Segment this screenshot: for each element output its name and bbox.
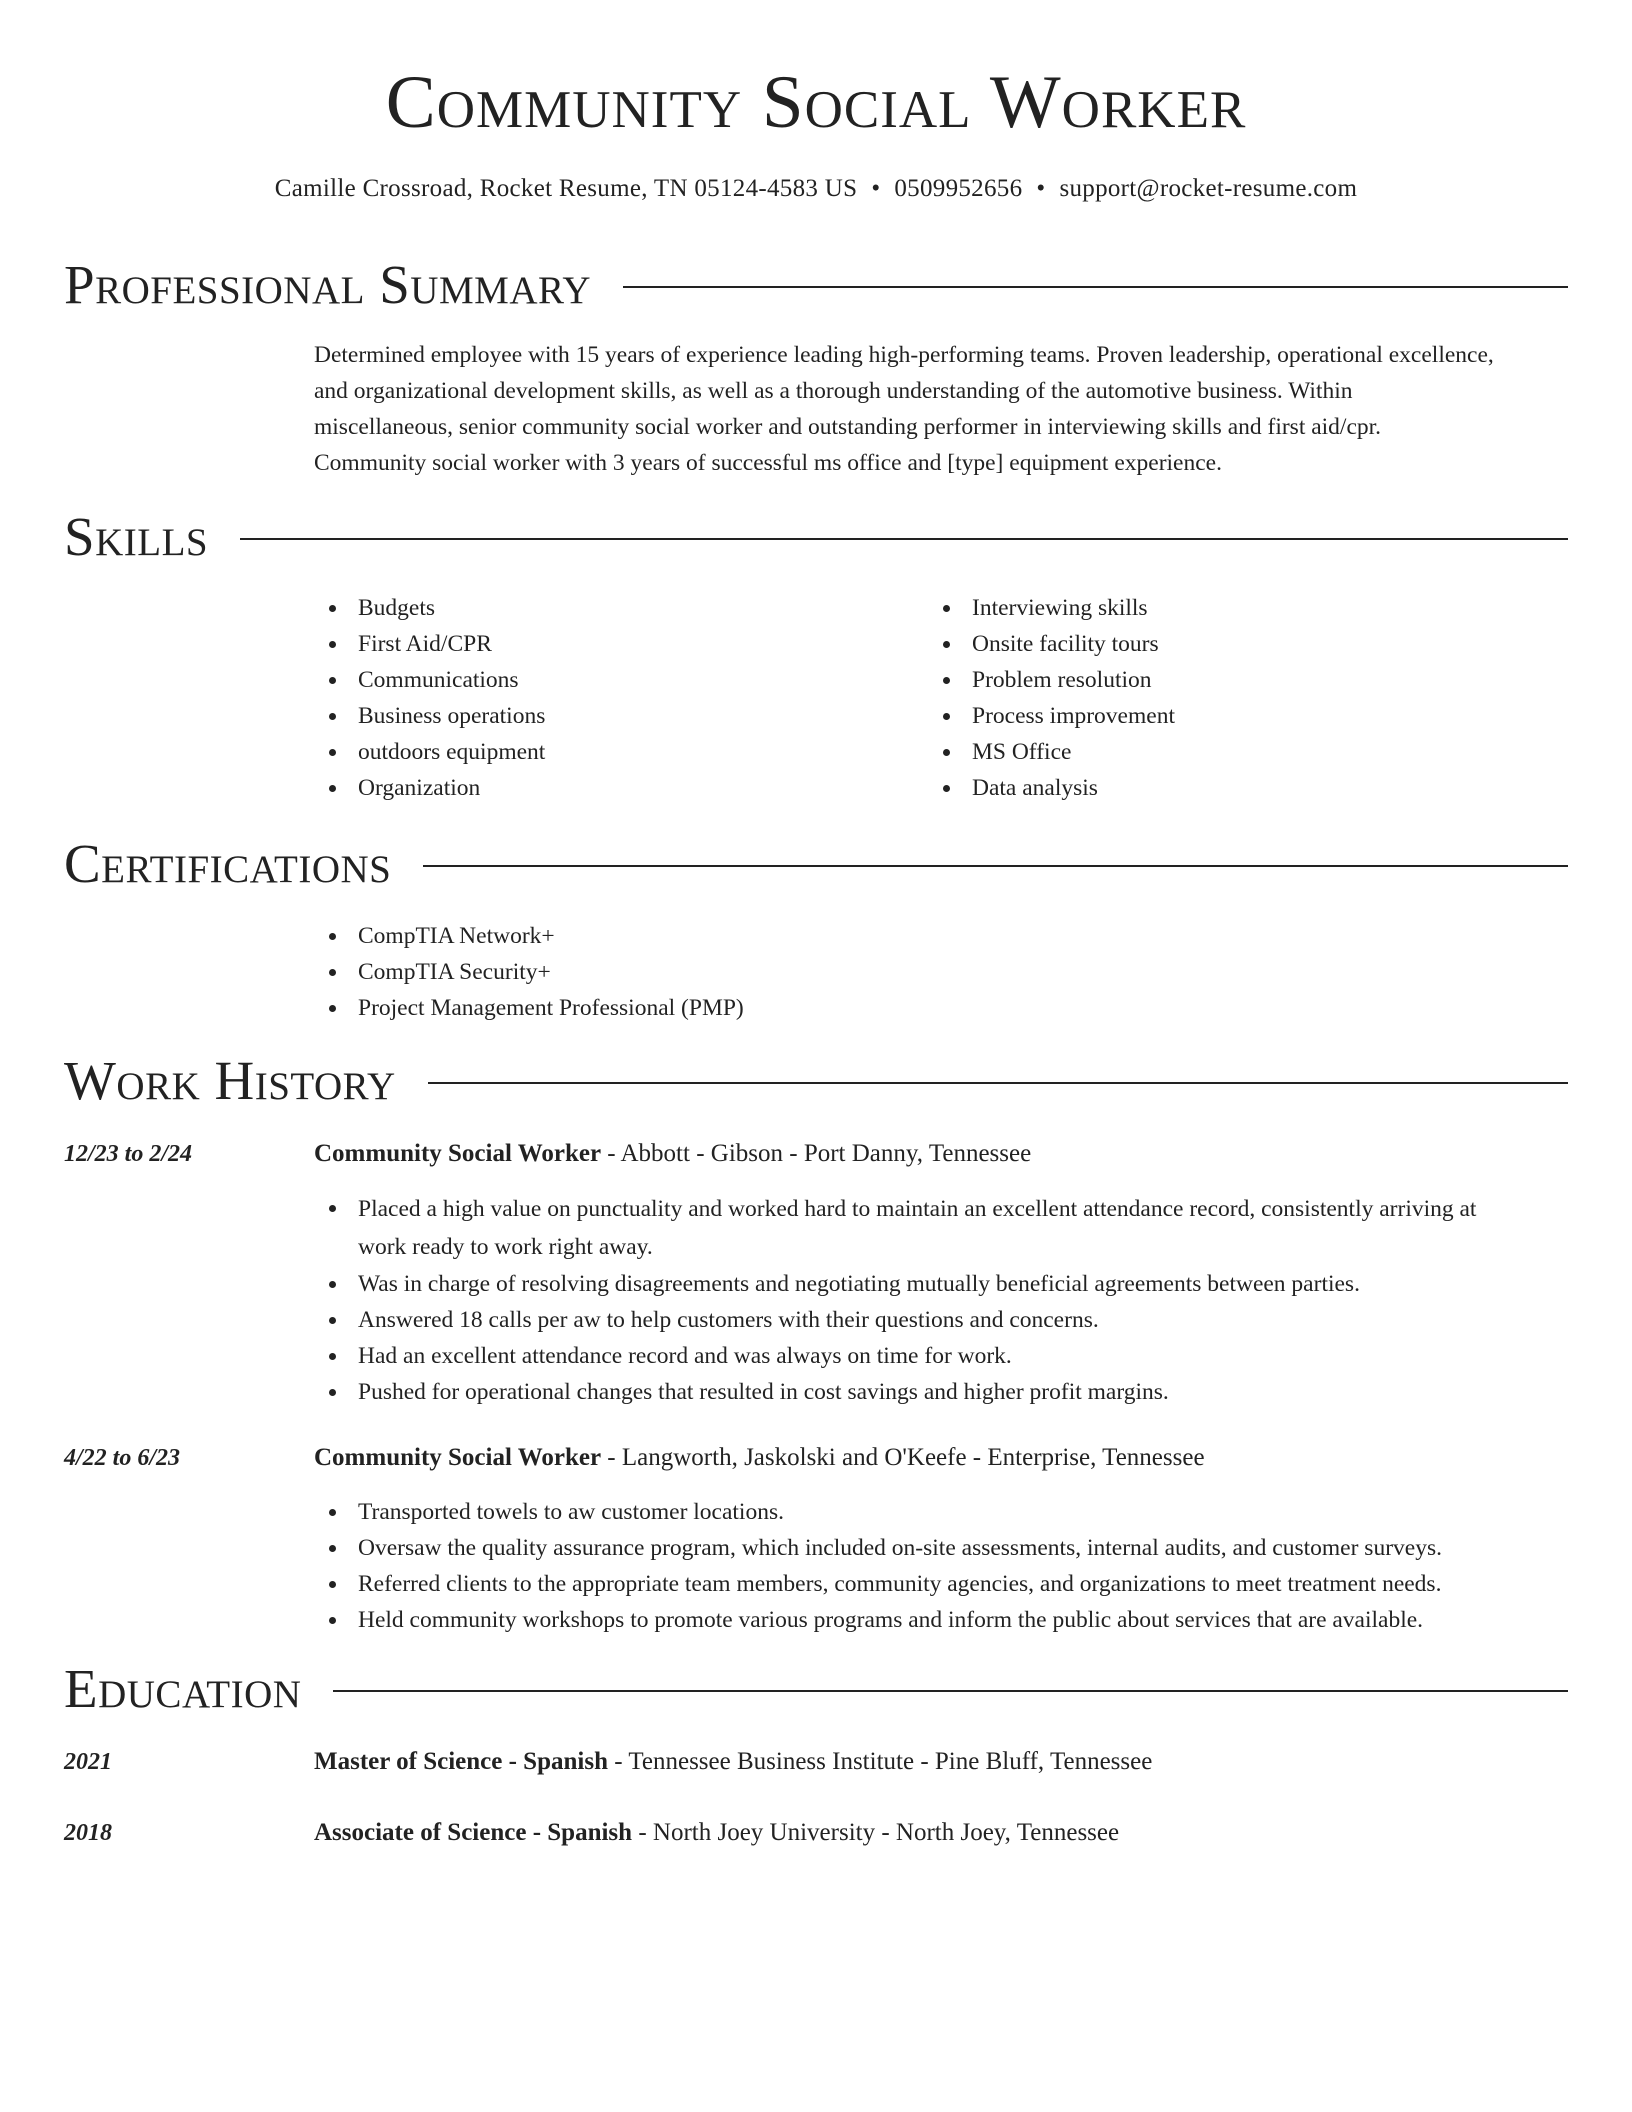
summary-line: Determined employee with 15 years of experience leading high-performing teams. Proven leadership, operational excellence, (314, 342, 1494, 368)
section-heading-certifications (64, 829, 1568, 899)
job-bullet: Had an excellent attendance record and was always on time for work. (314, 1338, 1568, 1374)
job-bullet: Oversaw the quality assurance program, which included on-site assessments, internal audits, and customer surveys. (314, 1530, 1568, 1566)
skill-item: Data analysis (928, 770, 1175, 806)
certification-item: Project Management Professional (PMP) (314, 990, 744, 1026)
job-employer-location: - Abbott - Gibson - Port Danny, Tennessee (601, 1140, 1032, 1167)
job-bullet (314, 1190, 1568, 1266)
job-bullet-text: Placed a high value on punctuality and worked hard to maintain an excellent attendance record, consistently arriving at (358, 1196, 1477, 1222)
contact-phone: 0509952656 (894, 175, 1023, 202)
skill-item: outdoors equipment (314, 734, 545, 770)
skill-item: Interviewing skills (928, 590, 1175, 626)
summary-line: Community social worker with 3 years of successful ms office and [type] equipment experience. (314, 450, 1222, 476)
education-degree: Associate of Science - Spanish (314, 1819, 633, 1846)
resume-name: Community Social Worker (385, 61, 1247, 144)
job-bullet: Transported towels to aw customer locations. (314, 1494, 1568, 1530)
section-heading-work-history (64, 1046, 1568, 1116)
skill-item: First Aid/CPR (314, 626, 545, 662)
education-year: 2018 (64, 1820, 112, 1846)
job-dates: 4/22 to 6/23 (64, 1445, 181, 1471)
section-title: Professional Summary (64, 254, 592, 315)
job-bullets (314, 1190, 1568, 1410)
summary-text (314, 337, 1568, 481)
section-title: Skills (64, 506, 209, 567)
job-title: Community Social Worker (314, 1140, 602, 1167)
section-heading-education (64, 1654, 1568, 1724)
certification-item: CompTIA Network+ (314, 918, 744, 954)
section-divider (240, 538, 1568, 540)
contact-address: Camille Crossroad, Rocket Resume, TN 05124-4583 US (274, 175, 858, 202)
skill-item: Problem resolution (928, 662, 1175, 698)
job-bullet: Referred clients to the appropriate team members, community agencies, and organizations to meet treatment needs. (314, 1566, 1568, 1602)
skill-item: MS Office (928, 734, 1175, 770)
skills-list-right (928, 590, 1175, 806)
contact-email: support@rocket-resume.com (1059, 175, 1358, 202)
job-bullet-text: work ready to work right away. (358, 1234, 653, 1260)
certifications-list (314, 918, 744, 1026)
education-degree: Master of Science - Spanish (314, 1748, 608, 1775)
job-heading (314, 1440, 1205, 1476)
education-year: 2021 (64, 1749, 112, 1775)
section-title: Education (64, 1658, 302, 1719)
contact-separator: • (871, 175, 881, 202)
contact-separator: • (1036, 175, 1046, 202)
job-heading (314, 1136, 1031, 1172)
job-bullet: Pushed for operational changes that resulted in cost savings and higher profit margins. (314, 1374, 1568, 1410)
skill-item: Onsite facility tours (928, 626, 1175, 662)
education-entry (314, 1815, 1119, 1851)
section-divider (623, 286, 1568, 288)
job-bullet: Answered 18 calls per aw to help customers with their questions and concerns. (314, 1302, 1568, 1338)
section-divider (428, 1082, 1568, 1084)
skill-item: Budgets (314, 590, 545, 626)
skill-item: Organization (314, 770, 545, 806)
section-title: Certifications (64, 833, 392, 894)
section-divider (333, 1690, 1568, 1692)
section-heading-skills (64, 502, 1568, 572)
contact-line (0, 172, 1632, 206)
job-title: Community Social Worker (314, 1444, 602, 1471)
job-employer-location: - Langworth, Jaskolski and O'Keefe - Enterprise, Tennessee (601, 1444, 1205, 1471)
job-bullet: Was in charge of resolving disagreements and negotiating mutually beneficial agreements between parties. (314, 1266, 1568, 1302)
education-entry (314, 1744, 1152, 1780)
summary-line: miscellaneous, senior community social worker and outstanding performer in interviewing skills and first aid/cpr. (314, 414, 1382, 440)
section-title: Work History (64, 1050, 396, 1111)
section-heading-summary (64, 250, 1568, 320)
job-bullet: Held community workshops to promote various programs and inform the public about services that are available. (314, 1602, 1568, 1638)
job-dates: 12/23 to 2/24 (64, 1141, 193, 1167)
skill-item: Process improvement (928, 698, 1175, 734)
job-bullets (314, 1494, 1568, 1638)
skill-item: Communications (314, 662, 545, 698)
section-divider (423, 865, 1568, 867)
skills-list-left (314, 590, 545, 806)
summary-line: and organizational development skills, as well as a thorough understanding of the automotive business. Within (314, 378, 1353, 404)
certification-item: CompTIA Security+ (314, 954, 744, 990)
education-school-location: - North Joey University - North Joey, Tennessee (632, 1819, 1120, 1846)
education-school-location: - Tennessee Business Institute - Pine Bluff, Tennessee (607, 1748, 1153, 1775)
skill-item: Business operations (314, 698, 545, 734)
